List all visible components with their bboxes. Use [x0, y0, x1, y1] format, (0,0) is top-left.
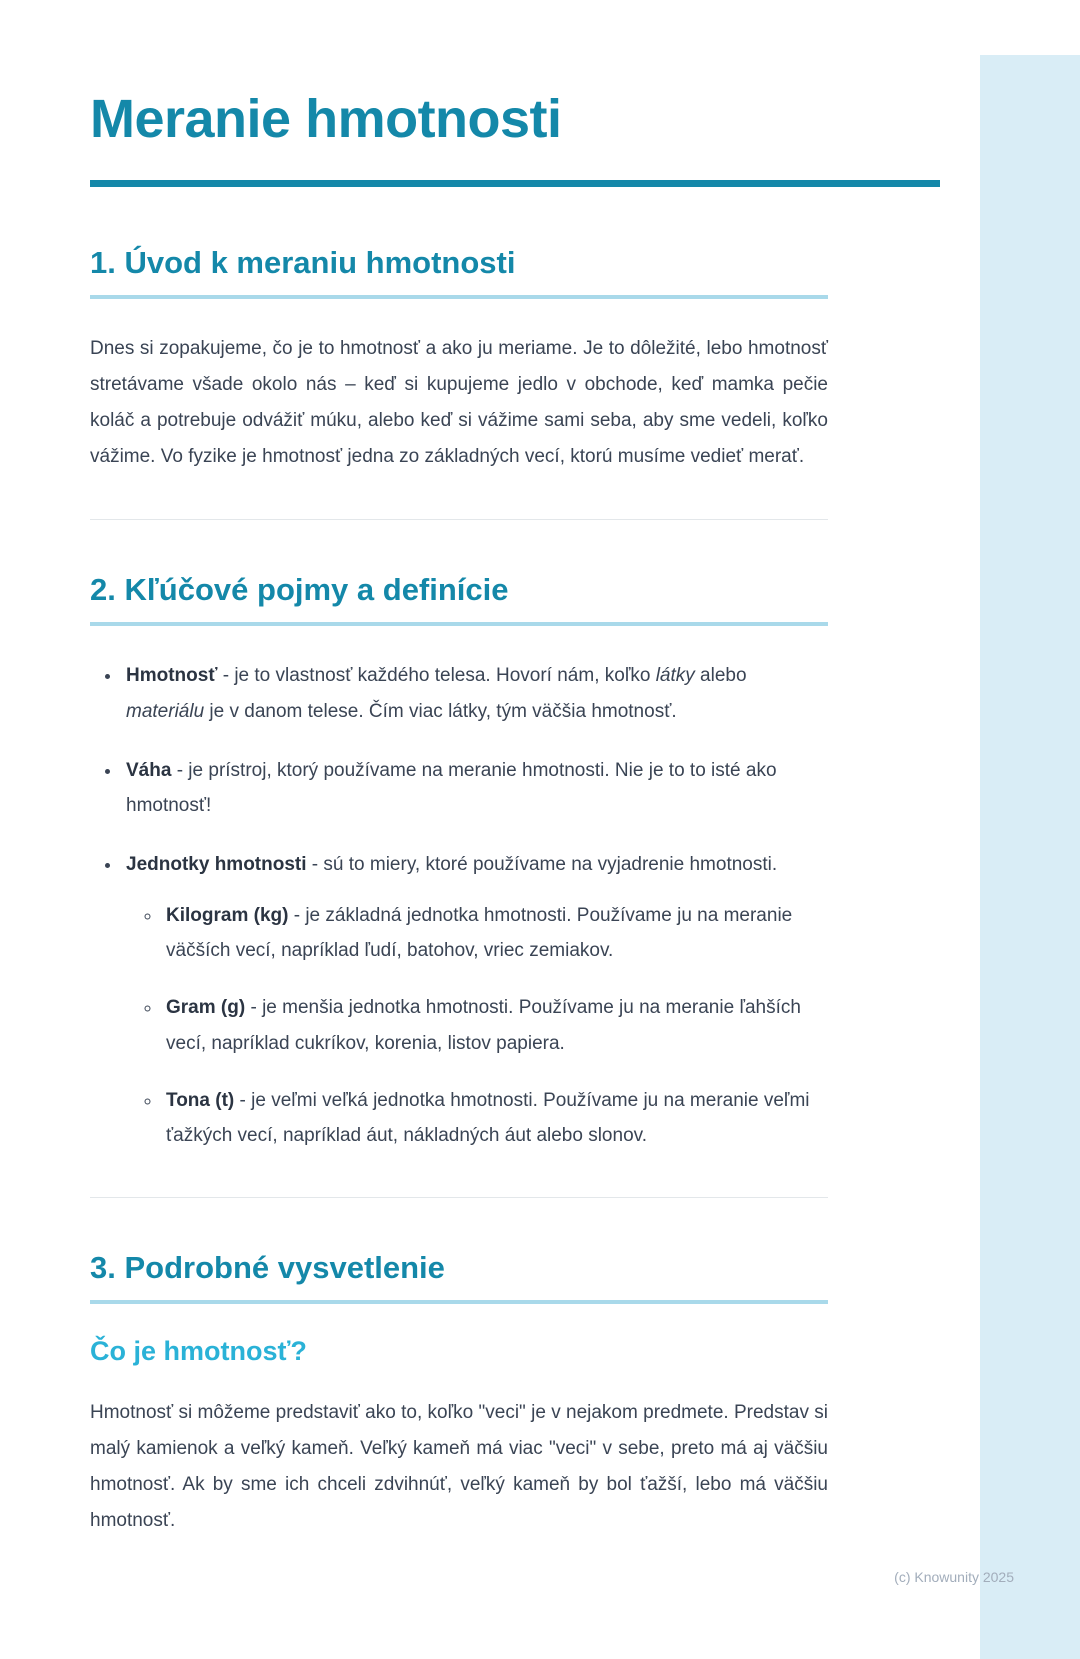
section-explanation-underline — [90, 1300, 828, 1304]
section-divider — [90, 519, 828, 520]
list-item-kilogram — [162, 898, 810, 968]
copyright-note: (c) Knowunity 2025 — [894, 1569, 1014, 1586]
section-explanation-paragraph: Hmotnosť si môžeme predstaviť ako to, koľko "veci" je v nejakom predmete. Predstav si malý kamienok a veľký kameň. Veľký kameň má viac "veci" v sebe, preto má aj väčšiu hmotnosť. Ak by sme ich chceli zdvihnúť, veľký kameň by bol ťažší, lebo má väčšiu hmotnosť. — [90, 1401, 828, 1532]
list-item-gram — [162, 990, 810, 1060]
definitions-list — [90, 658, 810, 1153]
section-explanation-heading: 3. Podrobné vysvetlenie — [90, 1249, 445, 1285]
section-intro — [90, 245, 828, 475]
term-text: - sú to miery, ktoré používame na vyjadrenie hmotnosti. — [306, 853, 778, 875]
term-text: - je prístroj, ktorý používame na meranie hmotnosti. Nie je to to isté ako hmotnosť! — [126, 759, 777, 816]
units-sublist — [126, 898, 810, 1153]
italic-materialu: materiálu — [126, 700, 205, 722]
list-item-tona — [162, 1083, 810, 1153]
term-hmotnost: Hmotnosť — [126, 665, 218, 687]
page-title: Meranie hmotnosti — [90, 89, 562, 149]
term-text: alebo — [694, 665, 747, 687]
list-item-jednotky — [122, 847, 810, 1153]
italic-latky: látky — [655, 665, 695, 687]
list-item-hmotnost — [122, 658, 810, 728]
term-tona: Tona (t) — [166, 1089, 235, 1111]
term-text: - je to vlastnosť každého telesa. Hovorí nám, koľko — [217, 665, 656, 687]
term-text: - je veľmi veľká jednotka hmotnosti. Používame ju na meranie veľmi ťažkých vecí, napríklad áut, nákladných áut alebo slonov. — [166, 1089, 810, 1146]
section-definitions — [90, 572, 828, 1153]
term-text: - je menšia jednotka hmotnosti. Používame ju na meranie ľahších vecí, napríklad cukríkov, korenia, listov papiera. — [166, 997, 801, 1054]
section-intro-underline — [90, 295, 828, 299]
term-text: - je základná jednotka hmotnosti. Používame ju na meranie väčších vecí, napríklad ľudí, batohov, vriec zemiakov. — [166, 905, 793, 962]
section-definitions-heading: 2. Kľúčové pojmy a definície — [90, 572, 509, 608]
term-kilogram: Kilogram (kg) — [166, 905, 289, 927]
term-text: je v danom telese. Čím viac látky, tým väčšia hmotnosť. — [204, 700, 677, 722]
section-definitions-underline — [90, 622, 828, 626]
term-vaha: Váha — [126, 759, 172, 781]
section-intro-paragraph: Dnes si zopakujeme, čo je to hmotnosť a ako ju meriame. Je to dôležité, lebo hmotnosť stretávame všade okolo nás – keď si kupujeme jedlo v obchode, keď mamka pečie koláč a potrebuje odvážiť múku, alebo keď si vážime sami seba, aby sme vedeli, koľko vážime. Vo fyzike je hmotnosť jedna zo základných vecí, ktorú musíme vedieť merať. — [90, 338, 828, 468]
title-rule — [90, 180, 940, 187]
term-gram: Gram (g) — [166, 997, 246, 1019]
section-divider — [90, 1197, 828, 1198]
section-explanation — [90, 1250, 828, 1539]
list-item-vaha — [122, 753, 810, 823]
subsection-heading: Čo je hmotnosť? — [90, 1335, 307, 1366]
term-jednotky: Jednotky hmotnosti — [126, 853, 307, 875]
section-intro-heading: 1. Úvod k meraniu hmotnosti — [90, 245, 516, 280]
right-accent-strip — [980, 55, 1080, 1659]
